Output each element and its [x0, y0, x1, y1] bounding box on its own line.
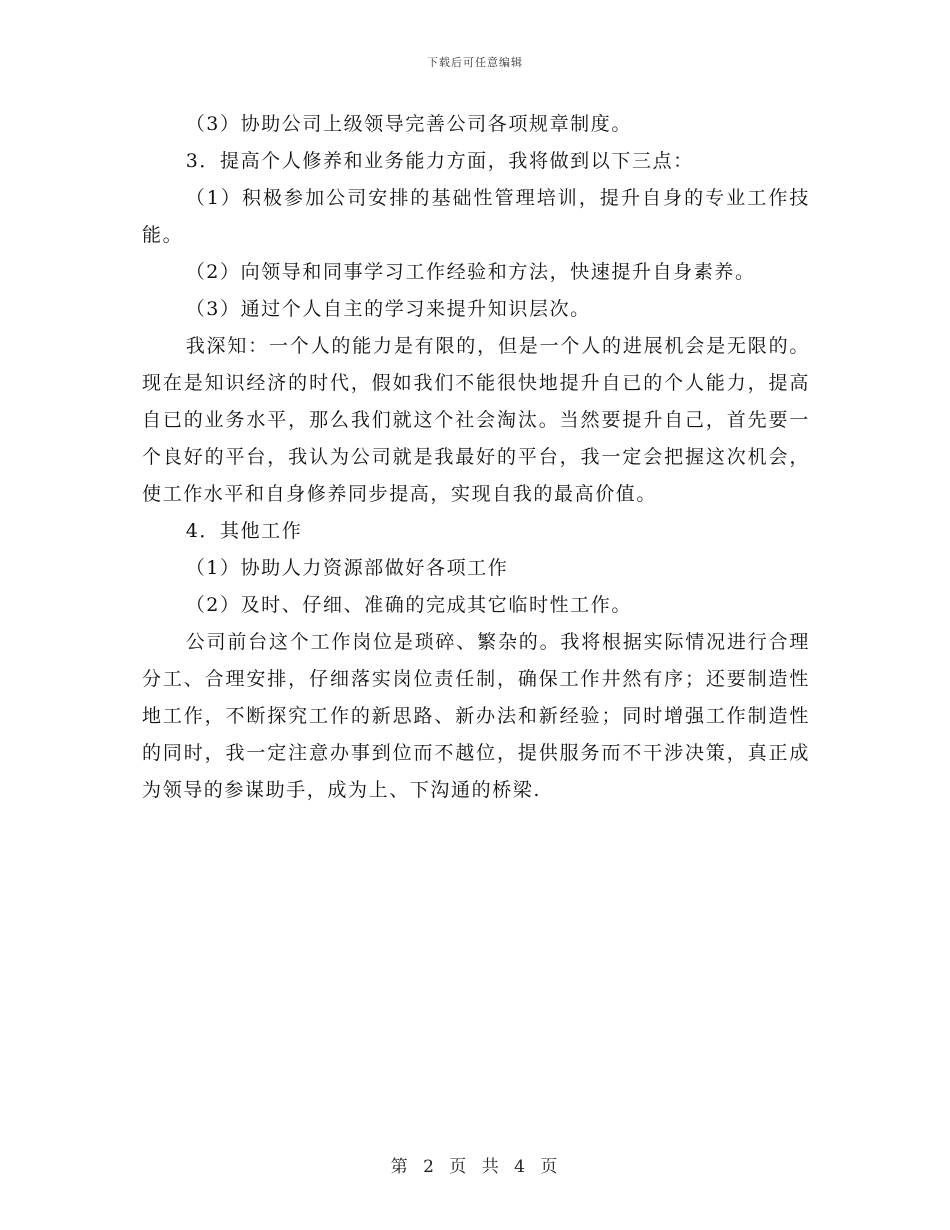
footer-prefix: 第: [390, 1157, 410, 1177]
paragraph-3: （1）积极参加公司安排的基础性管理培训，提升自身的专业工作技能。: [142, 187, 810, 246]
footer-page-word: 页: [449, 1157, 469, 1177]
footer-current-page: 2: [423, 1157, 436, 1177]
paragraph-10: 公司前台这个工作岗位是琐碎、繁杂的。我将根据实际情况进行合理分工、合理安排，仔细落实岗位责任制，确保工作井然有序；还要制造性地工作，不断探究工作的新思路、新办法和新经验；同时增强工作制造性的同时，我一定注意办事到位而不越位，提供服务而不干涉决策，真正成为领导的参谋助手，成为上、下沟通的桥梁.: [142, 631, 810, 801]
page-footer: [0, 1152, 950, 1177]
paragraph-5: （3）通过个人自主的学习来提升知识层次。: [185, 298, 591, 320]
paragraph-6: 我深知：一个人的能力是有限的，但是一个人的进展机会是无限的。现在是知识经济的时代，假如我们不能很快地提升自已的个人能力，提高自已的业务水平，那么我们就这个社会淘汰。当然要提升自己，首先要一个良好的平台，我认为公司就是我最好的平台，我一定会把握这次机会，使工作水平和自身修养同步提高，实现自我的最高价值。: [142, 335, 810, 505]
paragraph-2: 3．提高个人修养和业务能力方面，我将做到以下三点：: [185, 150, 694, 172]
header-note: 下载后可任意编辑: [427, 56, 523, 69]
paragraph-1: （3）协助公司上级领导完善公司各项规章制度。: [185, 113, 632, 135]
footer-total-word: 共: [481, 1157, 501, 1177]
paragraph-4: （2）向领导和同事学习工作经验和方法，快速提升自身素养。: [185, 261, 756, 283]
footer-suffix: 页: [540, 1157, 560, 1177]
footer-total-pages: 4: [514, 1157, 527, 1177]
paragraph-9: （2）及时、仔细、准确的完成其它临时性工作。: [185, 594, 632, 616]
document-body: [142, 106, 810, 809]
paragraph-8: （1）协助人力资源部做好各项工作: [185, 557, 509, 579]
paragraph-7: 4．其他工作: [185, 520, 303, 542]
